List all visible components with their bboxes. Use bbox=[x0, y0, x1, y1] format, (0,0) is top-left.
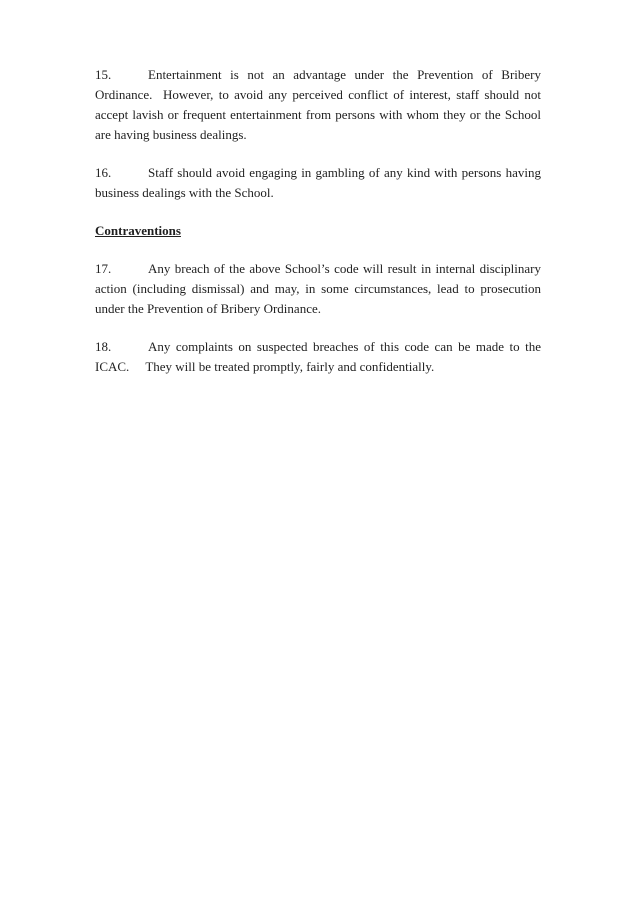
paragraph-15-line-4: are having business dealings. bbox=[95, 127, 247, 142]
paragraph-17-line-3: under the Prevention of Bribery Ordinance. bbox=[95, 301, 321, 316]
paragraph-17 bbox=[95, 259, 541, 319]
paragraph-16 bbox=[95, 163, 541, 203]
paragraph-17-line-1 bbox=[95, 259, 541, 279]
paragraph-17-line-2: action (including dismissal) and may, in some circumstances, lead to prosecution bbox=[95, 281, 541, 296]
paragraph-18-line-1 bbox=[95, 337, 541, 357]
page-content bbox=[95, 65, 541, 395]
paragraph-17-number: 17. bbox=[95, 261, 112, 276]
paragraph-15 bbox=[95, 65, 541, 145]
paragraph-16-line-1 bbox=[95, 163, 541, 183]
paragraph-15-line-3: accept lavish or frequent entertainment from persons with whom they or the School bbox=[95, 107, 541, 122]
paragraph-15-line-1 bbox=[95, 65, 541, 85]
paragraph-15-line-1-text: Entertainment is not an advantage under the Prevention of Bribery bbox=[148, 67, 541, 82]
section-heading-contraventions: Contraventions bbox=[95, 223, 181, 238]
paragraph-18-line-1-text: Any complaints on suspected breaches of this code can be made to the bbox=[148, 339, 541, 354]
paragraph-17-line-1-text: Any breach of the above School’s code will result in internal disciplinary bbox=[148, 261, 541, 276]
paragraph-18-line-2: ICAC. They will be treated promptly, fairly and confidentially. bbox=[95, 359, 435, 374]
paragraph-18-number: 18. bbox=[95, 339, 112, 354]
paragraph-18 bbox=[95, 337, 541, 377]
paragraph-16-line-1-text: Staff should avoid engaging in gambling of any kind with persons having bbox=[148, 165, 541, 180]
paragraph-16-line-2: business dealings with the School. bbox=[95, 185, 274, 200]
paragraph-15-number: 15. bbox=[95, 67, 112, 82]
paragraph-16-number: 16. bbox=[95, 165, 112, 180]
paragraph-15-line-2: Ordinance. However, to avoid any perceived conflict of interest, staff should not bbox=[95, 87, 541, 102]
